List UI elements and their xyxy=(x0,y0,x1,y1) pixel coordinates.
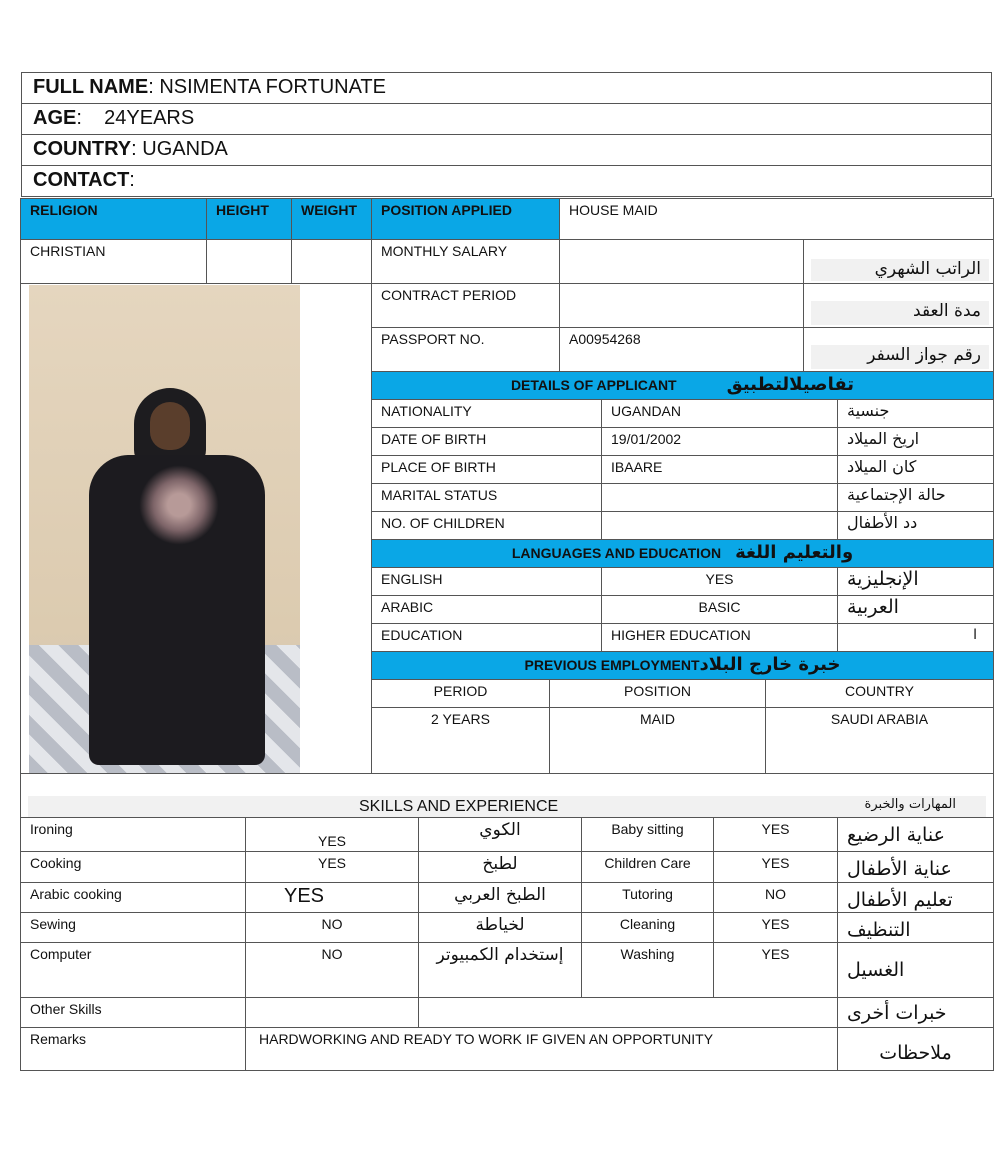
employment-country: SAUDI ARABIA xyxy=(765,707,994,774)
skill-label-2: Children Care xyxy=(581,851,714,883)
language-label: ENGLISH xyxy=(371,567,602,596)
country-row: COUNTRY: UGANDA xyxy=(21,134,992,166)
detail-value: UGANDAN xyxy=(601,399,838,428)
other-skills-extra xyxy=(418,997,838,1028)
language-value: YES xyxy=(601,567,838,596)
photo-cell xyxy=(20,283,372,774)
contract-period-value xyxy=(559,283,804,328)
skill-label: Computer xyxy=(20,942,246,998)
age-row: AGE: 24YEARS xyxy=(21,103,992,135)
skill-value: NO xyxy=(245,912,419,943)
language-ar: العربية xyxy=(837,595,994,624)
skill-value: NO xyxy=(245,942,419,998)
language-ar: ا xyxy=(837,623,994,652)
skill-value-2: NO xyxy=(713,882,838,913)
other-skills-ar: خبرات أخرى xyxy=(837,997,994,1028)
contact-label: CONTACT xyxy=(33,169,130,191)
skill-label-2: Cleaning xyxy=(581,912,714,943)
contact-row: CONTACT: xyxy=(21,165,992,197)
skill-ar-2: الغسيل xyxy=(837,942,994,998)
religion-label: RELIGION xyxy=(20,198,207,240)
detail-label: NO. OF CHILDREN xyxy=(371,511,602,540)
passport-label: PASSPORT NO. xyxy=(371,327,560,372)
skill-ar: لطبخ xyxy=(418,851,582,883)
skill-value: YES xyxy=(245,817,419,852)
skill-label: Arabic cooking xyxy=(20,882,246,913)
details-title-ar: تفاصيلالتطبيق xyxy=(726,374,855,395)
employment-title: PREVIOUS EMPLOYMENT xyxy=(524,657,700,673)
religion-value: CHRISTIAN xyxy=(20,239,207,284)
skill-ar: لخياطة xyxy=(418,912,582,943)
monthly-salary-label: MONTHLY SALARY xyxy=(371,239,560,284)
skill-label: Cooking xyxy=(20,851,246,883)
skill-value: YES xyxy=(245,851,419,883)
age-label: AGE xyxy=(33,107,77,129)
contract-period-label: CONTRACT PERIOD xyxy=(371,283,560,328)
skill-value-2: YES xyxy=(713,942,838,998)
monthly-salary-ar: الراتب الشهري xyxy=(811,259,989,281)
position-label: POSITION APPLIED xyxy=(371,198,560,240)
skill-value-2: YES xyxy=(713,912,838,943)
position-value: HOUSE MAID xyxy=(559,198,994,240)
languages-title-ar: والتعليم اللغة xyxy=(735,542,854,563)
details-title: DETAILS OF APPLICANT xyxy=(510,377,677,393)
detail-label: MARITAL STATUS xyxy=(371,483,602,512)
full-name-row: FULL NAME: NSIMENTA FORTUNATE xyxy=(21,72,992,104)
detail-ar: كان الميلاد xyxy=(837,455,994,484)
remarks-value: HARDWORKING AND READY TO WORK IF GIVEN AN OPPORTUNITY xyxy=(245,1027,838,1071)
age: 24YEARS xyxy=(104,107,195,129)
monthly-salary-value xyxy=(559,239,804,284)
detail-ar: اريخ الميلاد xyxy=(837,427,994,456)
skills-title-ar: المهارات والخبرة xyxy=(864,797,956,812)
skill-ar-2: عناية الأطفال xyxy=(837,851,994,883)
language-value: BASIC xyxy=(601,595,838,624)
skills-title: SKILLS AND EXPERIENCE xyxy=(359,798,559,815)
employment-header xyxy=(371,651,994,680)
skill-label: Ironing xyxy=(20,817,246,852)
skill-ar-2: التنظيف xyxy=(837,912,994,943)
languages-title: LANGUAGES AND EDUCATION xyxy=(511,545,722,561)
full-name: NSIMENTA FORTUNATE xyxy=(159,76,386,98)
employment-header-period: PERIOD xyxy=(371,679,550,708)
language-label: EDUCATION xyxy=(371,623,602,652)
detail-value: 19/01/2002 xyxy=(601,427,838,456)
skill-label-2: Washing xyxy=(581,942,714,998)
skill-ar-2: تعليم الأطفال xyxy=(837,882,994,913)
weight-label: WEIGHT xyxy=(291,198,372,240)
skill-ar: الطبخ العربي xyxy=(418,882,582,913)
skill-ar-2: عناية الرضيع xyxy=(837,817,994,852)
skill-ar: الكوي xyxy=(418,817,582,852)
detail-ar: دد الأطفال xyxy=(837,511,994,540)
country: UGANDA xyxy=(142,138,228,160)
height-label: HEIGHT xyxy=(206,198,292,240)
remarks-label: Remarks xyxy=(20,1027,246,1071)
detail-ar: جنسية xyxy=(837,399,994,428)
height-value xyxy=(206,239,292,284)
language-ar: الإنجليزية xyxy=(837,567,994,596)
detail-value xyxy=(601,511,838,540)
skill-label-2: Tutoring xyxy=(581,882,714,913)
remarks-ar: ملاحظات xyxy=(837,1027,994,1071)
employment-header-position: POSITION xyxy=(549,679,766,708)
skill-ar: إستخدام الكمبيوتر xyxy=(418,942,582,998)
detail-value xyxy=(601,483,838,512)
detail-label: PLACE OF BIRTH xyxy=(371,455,602,484)
contract-period-ar: مدة العقد xyxy=(811,301,989,325)
employment-header-country: COUNTRY xyxy=(765,679,994,708)
detail-label: NATIONALITY xyxy=(371,399,602,428)
other-skills-label: Other Skills xyxy=(20,997,246,1028)
skill-value-2: YES xyxy=(713,851,838,883)
employment-period: 2 YEARS xyxy=(371,707,550,774)
skill-value-2: YES xyxy=(713,817,838,852)
applicant-photo xyxy=(29,285,300,774)
languages-header xyxy=(371,539,994,568)
language-value: HIGHER EDUCATION xyxy=(601,623,838,652)
weight-value xyxy=(291,239,372,284)
full-name-label: FULL NAME xyxy=(33,76,149,98)
details-header xyxy=(371,371,994,400)
detail-label: DATE OF BIRTH xyxy=(371,427,602,456)
language-label: ARABIC xyxy=(371,595,602,624)
employment-title-ar: خبرة خارج البلاد xyxy=(699,654,841,675)
skill-label: Sewing xyxy=(20,912,246,943)
passport-value: A00954268 xyxy=(559,327,804,372)
detail-value: IBAARE xyxy=(601,455,838,484)
other-skills-value xyxy=(245,997,419,1028)
country-label: COUNTRY xyxy=(33,138,132,160)
passport-ar: رقم جواز السفر xyxy=(811,345,989,369)
skills-title-bar xyxy=(28,796,986,817)
detail-ar: حالة الإجتماعية xyxy=(837,483,994,512)
skill-value: YES xyxy=(245,882,419,913)
employment-position: MAID xyxy=(549,707,766,774)
skill-label-2: Baby sitting xyxy=(581,817,714,852)
